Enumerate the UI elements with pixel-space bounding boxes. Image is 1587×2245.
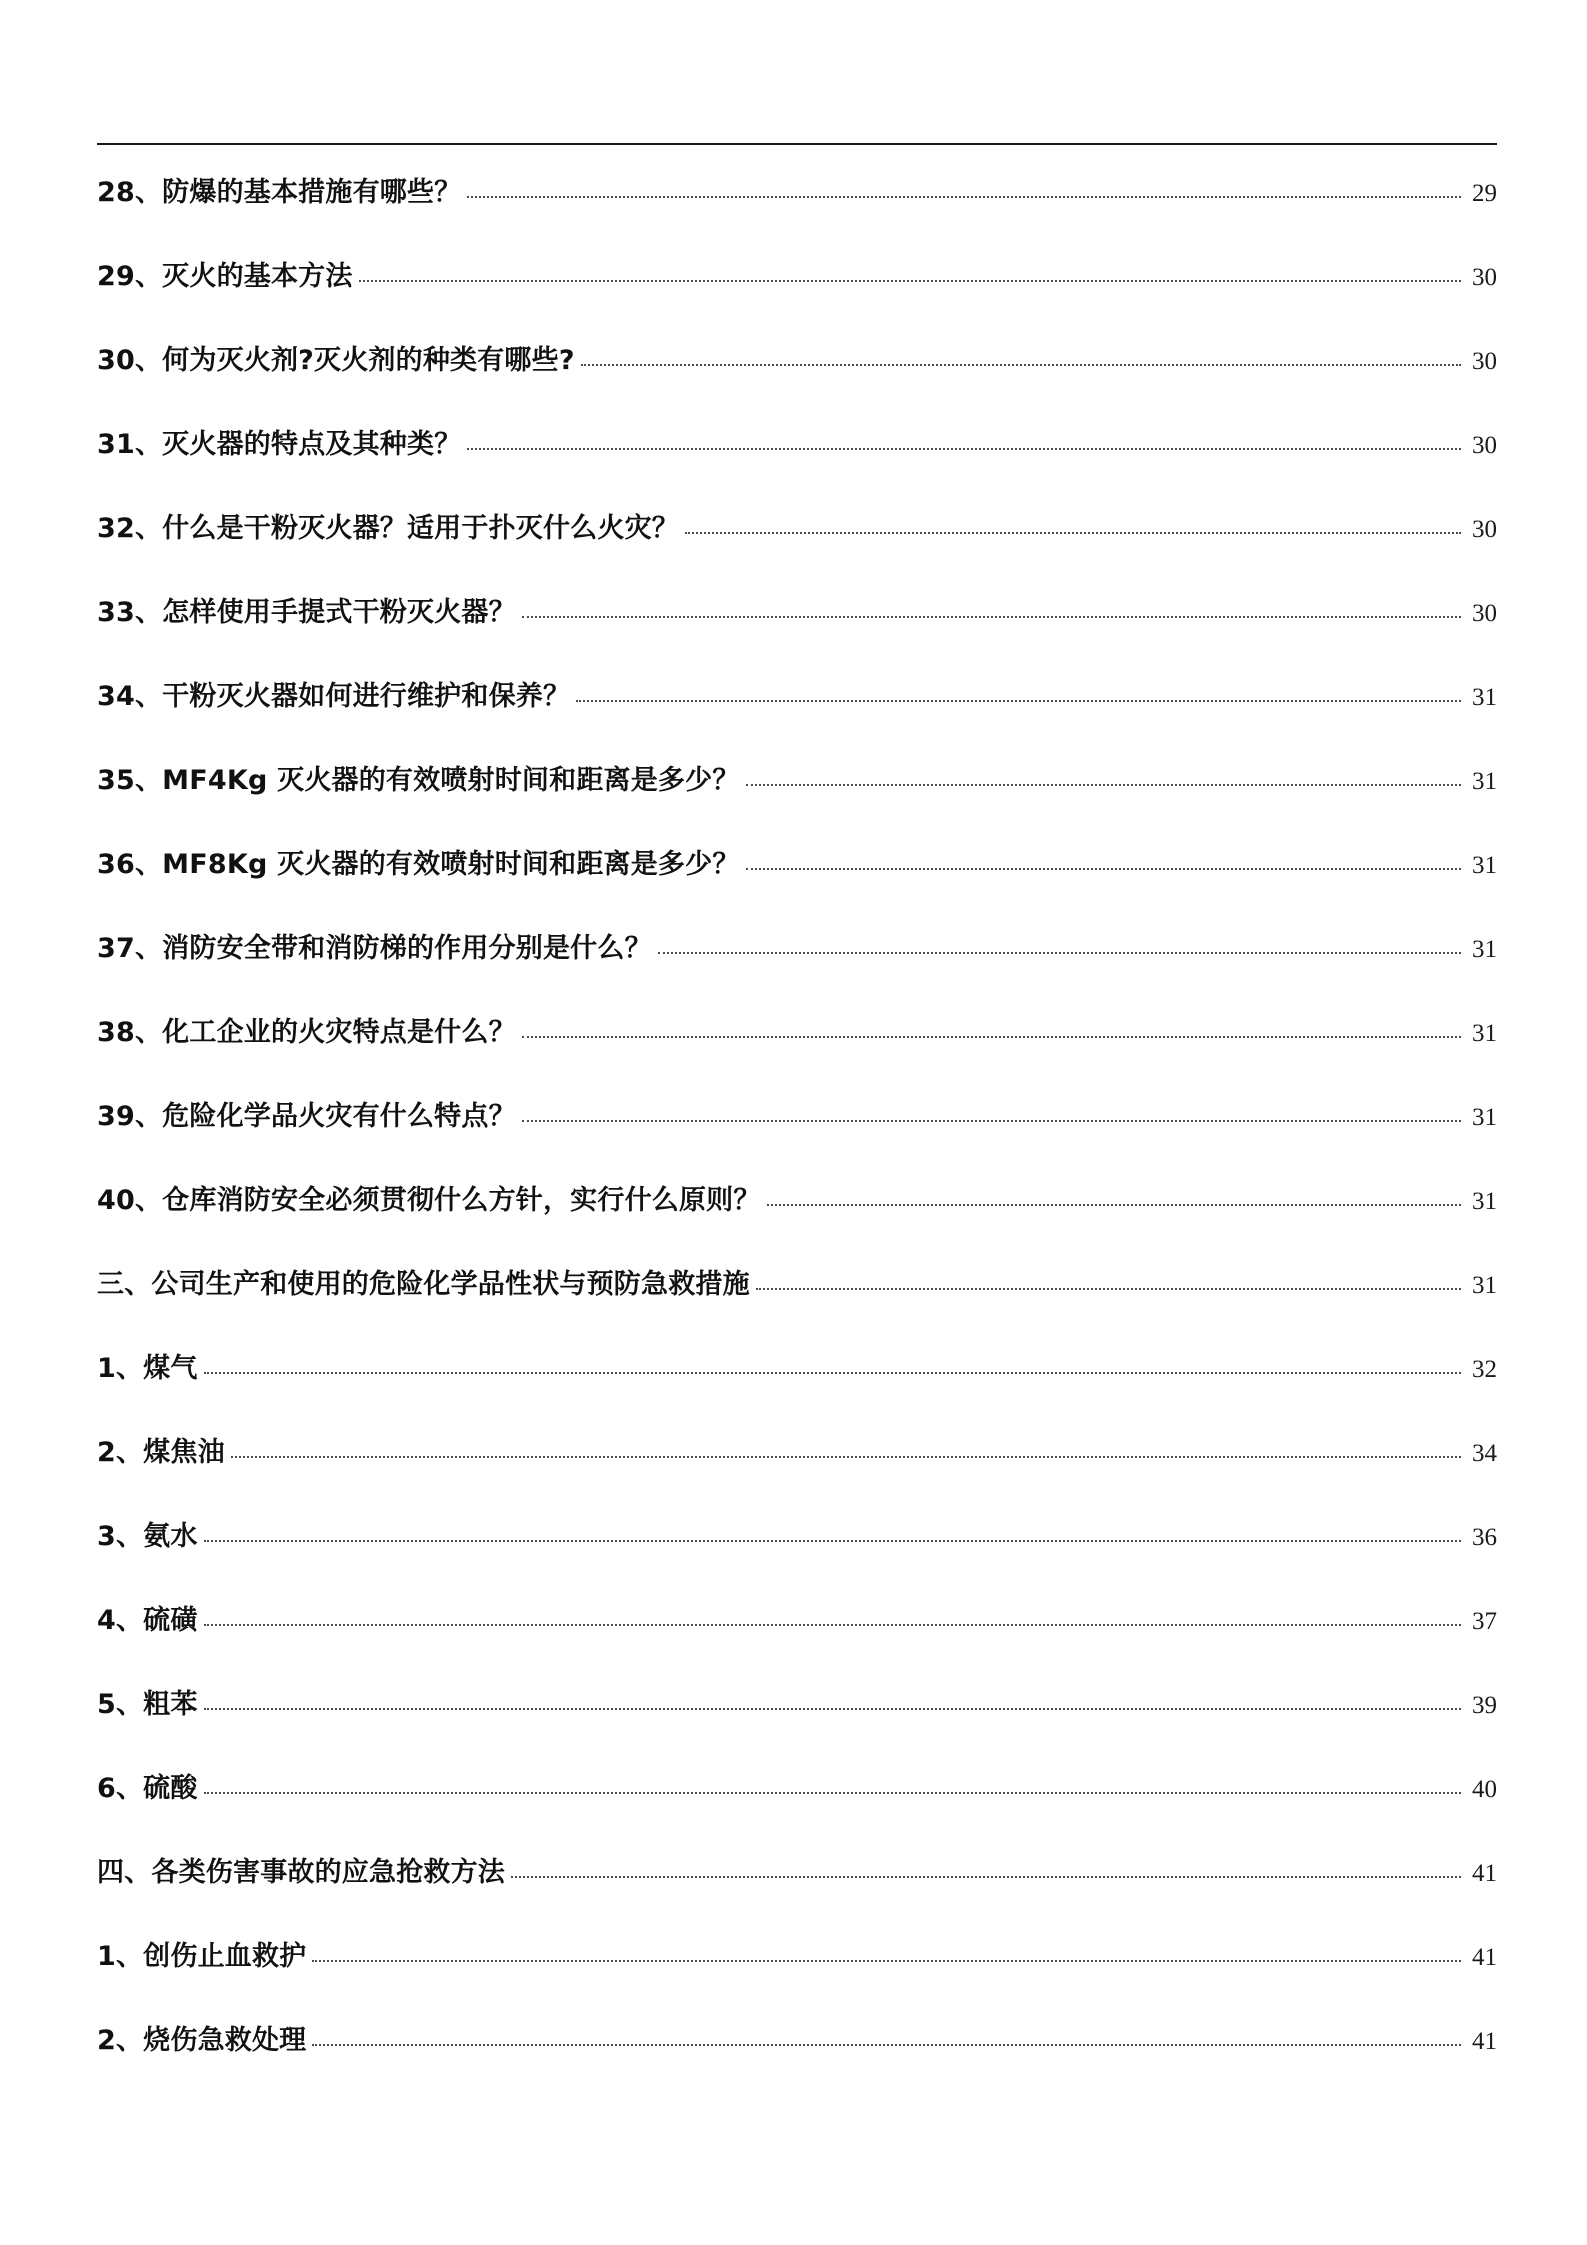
- toc-entry-title: 36、MF8Kg 灭火器的有效喷射时间和距离是多少？: [97, 849, 740, 880]
- dot-leader: [685, 532, 1461, 534]
- toc-entry-page: 31: [1472, 1272, 1497, 1299]
- toc-entry-page: 40: [1472, 1776, 1497, 1803]
- toc-entry-title: 38、化工企业的火灾特点是什么？: [97, 1017, 516, 1048]
- toc-entry[interactable]: [97, 1504, 1497, 1588]
- toc-entry-title: 33、怎样使用手提式干粉灭火器？: [97, 597, 516, 628]
- toc-entry-page: 32: [1472, 1356, 1497, 1383]
- toc-entry[interactable]: [97, 1084, 1497, 1168]
- toc-entry-title: 29、灭火的基本方法: [97, 261, 353, 292]
- dot-leader: [312, 1960, 1461, 1962]
- toc-entry-title: 30、何为灭火剂?灭火剂的种类有哪些?: [97, 345, 575, 376]
- toc-entry[interactable]: [97, 1420, 1497, 1504]
- toc-entry[interactable]: [97, 664, 1497, 748]
- toc-entry-title: 2、烧伤急救处理: [97, 2025, 307, 2056]
- dot-leader: [467, 448, 1461, 450]
- dot-leader: [204, 1624, 1461, 1626]
- dot-leader: [359, 280, 1461, 282]
- toc-entry[interactable]: [97, 832, 1497, 916]
- dot-leader: [767, 1204, 1461, 1206]
- header-rule: [97, 143, 1497, 145]
- toc-entry-page: 31: [1472, 1104, 1497, 1131]
- toc-entry-page: 30: [1472, 264, 1497, 291]
- toc-entry-page: 29: [1472, 180, 1497, 207]
- toc-entry-title: 3、氨水: [97, 1521, 198, 1552]
- toc-entry[interactable]: [97, 1672, 1497, 1756]
- toc-entry[interactable]: [97, 412, 1497, 496]
- dot-leader: [522, 1036, 1461, 1038]
- toc-entry-title: 34、干粉灭火器如何进行维护和保养？: [97, 681, 571, 712]
- toc-entry[interactable]: [97, 1000, 1497, 1084]
- toc-section-entry[interactable]: [97, 1252, 1497, 1336]
- toc-entry-page: 30: [1472, 516, 1497, 543]
- toc-entry-title: 1、煤气: [97, 1353, 198, 1384]
- toc-entry[interactable]: [97, 748, 1497, 832]
- dot-leader: [204, 1372, 1461, 1374]
- dot-leader: [756, 1288, 1461, 1290]
- toc-entry-page: 41: [1472, 1944, 1497, 1971]
- dot-leader: [581, 364, 1461, 366]
- toc-entry-page: 36: [1472, 1524, 1497, 1551]
- table-of-contents: [97, 160, 1497, 2092]
- toc-entry[interactable]: [97, 496, 1497, 580]
- dot-leader: [746, 784, 1461, 786]
- toc-entry[interactable]: [97, 1756, 1497, 1840]
- toc-entry-title: 四、各类伤害事故的应急抢救方法: [97, 1857, 505, 1888]
- toc-entry-title: 32、什么是干粉灭火器？适用于扑灭什么火灾？: [97, 513, 679, 544]
- dot-leader: [576, 700, 1461, 702]
- toc-entry[interactable]: [97, 1168, 1497, 1252]
- toc-entry-title: 28、防爆的基本措施有哪些？: [97, 177, 462, 208]
- toc-entry-title: 4、硫磺: [97, 1605, 198, 1636]
- toc-entry-page: 31: [1472, 852, 1497, 879]
- toc-entry-page: 41: [1472, 2028, 1497, 2055]
- toc-entry[interactable]: [97, 160, 1497, 244]
- dot-leader: [522, 1120, 1461, 1122]
- toc-entry-title: 5、粗苯: [97, 1689, 198, 1720]
- dot-leader: [204, 1792, 1461, 1794]
- toc-entry-page: 31: [1472, 1020, 1497, 1047]
- toc-entry-title: 35、MF4Kg 灭火器的有效喷射时间和距离是多少？: [97, 765, 740, 796]
- toc-entry-title: 31、灭火器的特点及其种类？: [97, 429, 462, 460]
- toc-entry-page: 41: [1472, 1860, 1497, 1887]
- toc-entry[interactable]: [97, 916, 1497, 1000]
- toc-entry[interactable]: [97, 2008, 1497, 2092]
- dot-leader: [231, 1456, 1461, 1458]
- dot-leader: [312, 2044, 1461, 2046]
- toc-entry-title: 2、煤焦油: [97, 1437, 225, 1468]
- toc-entry-page: 31: [1472, 1188, 1497, 1215]
- toc-entry-page: 30: [1472, 348, 1497, 375]
- dot-leader: [658, 952, 1461, 954]
- toc-entry[interactable]: [97, 1336, 1497, 1420]
- toc-entry-title: 三、公司生产和使用的危险化学品性状与预防急救措施: [97, 1269, 750, 1300]
- dot-leader: [511, 1876, 1461, 1878]
- toc-entry-title: 1、创伤止血救护: [97, 1941, 307, 1972]
- toc-entry[interactable]: [97, 244, 1497, 328]
- dot-leader: [522, 616, 1461, 618]
- toc-entry-page: 37: [1472, 1608, 1497, 1635]
- toc-entry-page: 31: [1472, 768, 1497, 795]
- toc-entry[interactable]: [97, 1924, 1497, 2008]
- toc-entry[interactable]: [97, 328, 1497, 412]
- toc-entry[interactable]: [97, 580, 1497, 664]
- toc-entry-title: 39、危险化学品火灾有什么特点？: [97, 1101, 516, 1132]
- dot-leader: [204, 1540, 1461, 1542]
- dot-leader: [204, 1708, 1461, 1710]
- toc-entry-page: 30: [1472, 600, 1497, 627]
- toc-entry-page: 31: [1472, 684, 1497, 711]
- toc-entry-title: 37、消防安全带和消防梯的作用分别是什么？: [97, 933, 652, 964]
- toc-entry-title: 40、仓库消防安全必须贯彻什么方针，实行什么原则？: [97, 1185, 761, 1216]
- toc-section-entry[interactable]: [97, 1840, 1497, 1924]
- toc-entry[interactable]: [97, 1588, 1497, 1672]
- toc-entry-page: 34: [1472, 1440, 1497, 1467]
- dot-leader: [467, 196, 1461, 198]
- toc-entry-title: 6、硫酸: [97, 1773, 198, 1804]
- toc-entry-page: 39: [1472, 1692, 1497, 1719]
- toc-entry-page: 31: [1472, 936, 1497, 963]
- toc-entry-page: 30: [1472, 432, 1497, 459]
- dot-leader: [746, 868, 1461, 870]
